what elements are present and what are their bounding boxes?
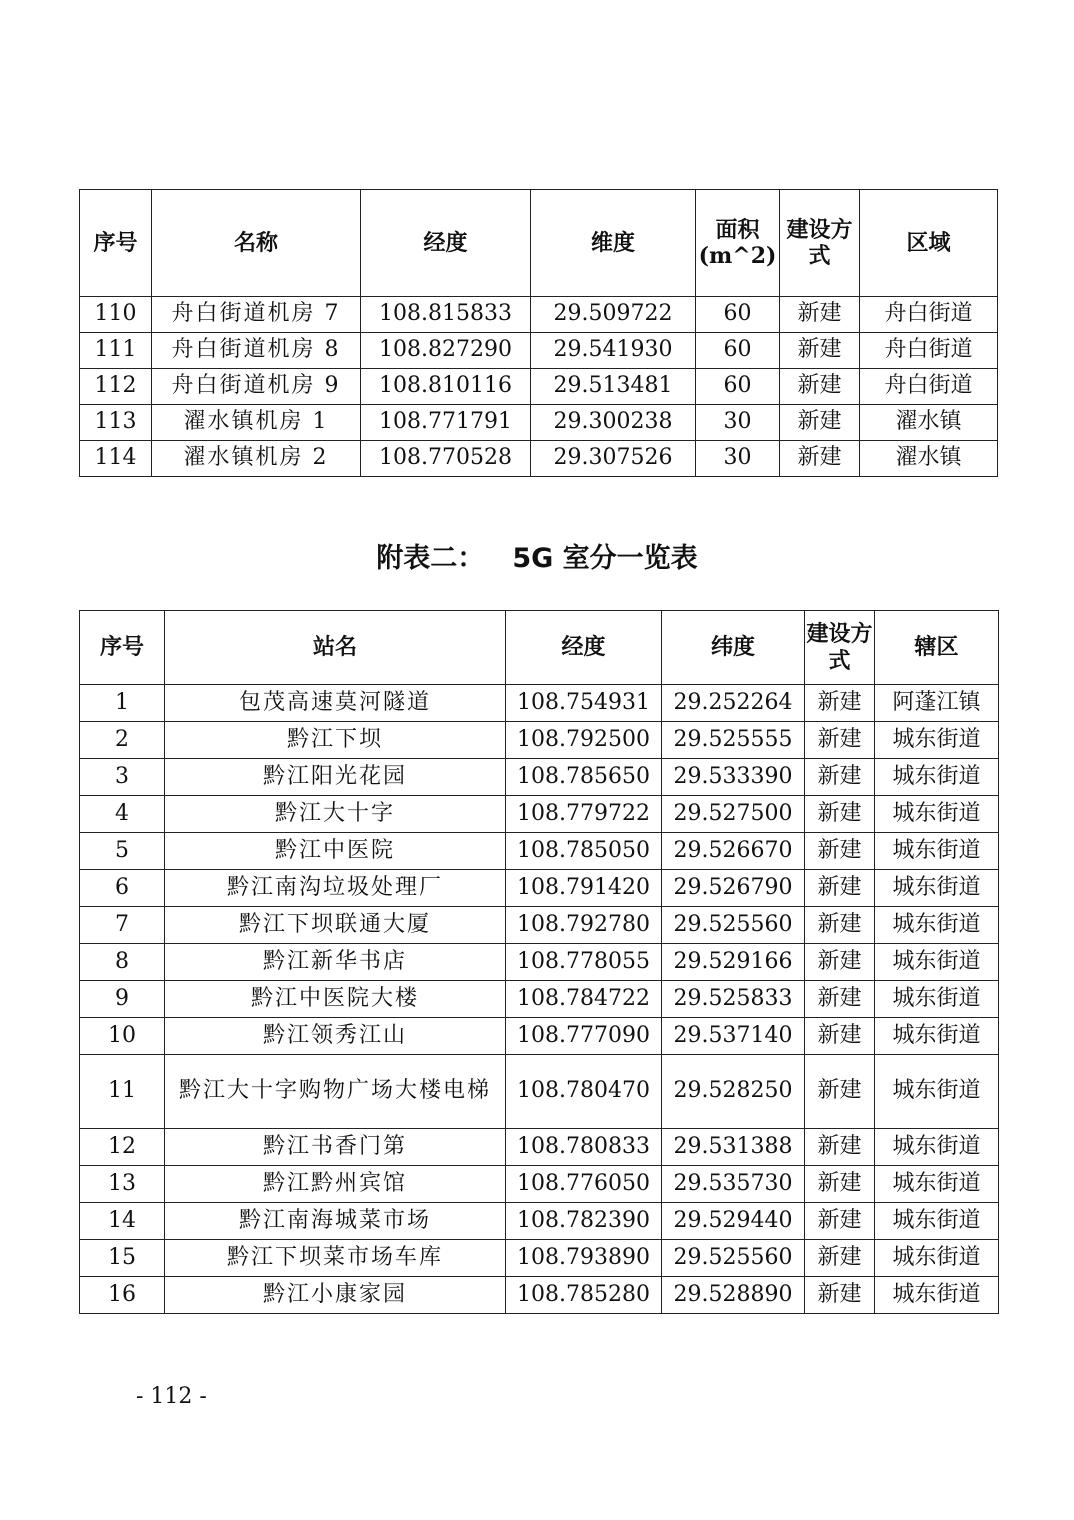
table-row — [80, 1018, 999, 1055]
table-cell: 108.771791 — [361, 405, 531, 441]
station-name: 黔江领秀江山 — [262, 1022, 407, 1048]
table-cell: 新建 — [780, 405, 860, 441]
table-cell: 29.307526 — [531, 441, 696, 477]
table-cell: 新建 — [805, 944, 875, 981]
table-cell: 新建 — [780, 297, 860, 333]
table-header-row — [80, 611, 999, 685]
header-cell: 区域 — [860, 190, 998, 297]
header-cell: 站名 — [165, 611, 506, 685]
table-cell: 29.509722 — [531, 297, 696, 333]
table-cell: 8 — [80, 944, 165, 981]
table-row — [80, 369, 998, 405]
table-cell: 29.541930 — [531, 333, 696, 369]
table-cell — [152, 297, 361, 333]
table-cell: 6 — [80, 870, 165, 907]
table-cell: 29.528890 — [662, 1277, 805, 1314]
table-cell: 108.791420 — [506, 870, 662, 907]
table-cell: 29.526670 — [662, 833, 805, 870]
table-cell: 新建 — [780, 369, 860, 405]
station-name: 濯水镇机房 1 — [183, 409, 329, 435]
table-cell: 108.793890 — [506, 1240, 662, 1277]
table-row — [80, 907, 999, 944]
table-cell — [165, 1166, 506, 1203]
table-cell: 111 — [80, 333, 152, 369]
table-header-row — [80, 190, 998, 297]
header-cell: 经度 — [361, 190, 531, 297]
table-cell: 29.535730 — [662, 1166, 805, 1203]
table-cell: 城东街道 — [875, 1055, 999, 1129]
table-cell: 城东街道 — [875, 907, 999, 944]
table-cell: 新建 — [805, 1018, 875, 1055]
table-cell: 3 — [80, 759, 165, 796]
table-cell: 新建 — [805, 981, 875, 1018]
section-title-prefix: 附表二： — [376, 543, 485, 574]
table-row — [80, 796, 999, 833]
table-cell: 108.785280 — [506, 1277, 662, 1314]
table-row — [80, 1277, 999, 1314]
table-cell: 新建 — [805, 1129, 875, 1166]
table-cell: 108.770528 — [361, 441, 531, 477]
table-cell: 舟白街道 — [860, 297, 998, 333]
table-cell — [165, 1055, 506, 1129]
table-cell: 城东街道 — [875, 944, 999, 981]
table-cell: 阿蓬江镇 — [875, 685, 999, 722]
station-name: 黔江中医院大楼 — [250, 985, 419, 1011]
table-cell: 29.533390 — [662, 759, 805, 796]
header-cell: 建设方式 — [780, 190, 860, 297]
table-cell: 城东街道 — [875, 1018, 999, 1055]
station-name: 濯水镇机房 2 — [183, 445, 329, 471]
table-cell — [165, 1018, 506, 1055]
table-cell — [152, 405, 361, 441]
table-cell — [165, 944, 506, 981]
table-cell: 108.815833 — [361, 297, 531, 333]
table-cell: 113 — [80, 405, 152, 441]
table-cell — [165, 685, 506, 722]
table-cell: 30 — [696, 441, 780, 477]
table-cell — [165, 1203, 506, 1240]
station-name: 黔江中医院 — [274, 837, 395, 863]
table-cell: 城东街道 — [875, 1277, 999, 1314]
station-name: 黔江下坝 — [286, 726, 383, 752]
table-cell: 新建 — [805, 1240, 875, 1277]
table-cell — [152, 333, 361, 369]
station-name: 舟白街道机房 7 — [171, 301, 341, 327]
station-name: 黔江下坝菜市场车库 — [226, 1244, 443, 1270]
table-cell: 108.784722 — [506, 981, 662, 1018]
table-cell: 29.526790 — [662, 870, 805, 907]
table-cell: 濯水镇 — [860, 405, 998, 441]
table-row — [80, 833, 999, 870]
table-row — [80, 944, 999, 981]
table-cell: 新建 — [805, 907, 875, 944]
table-cell: 城东街道 — [875, 1129, 999, 1166]
table-row — [80, 759, 999, 796]
table-cell: 7 — [80, 907, 165, 944]
station-name: 黔江小康家园 — [262, 1281, 407, 1307]
table-row — [80, 981, 999, 1018]
station-name: 黔江阳光花园 — [262, 763, 407, 789]
table-cell: 14 — [80, 1203, 165, 1240]
table-cell: 新建 — [805, 1166, 875, 1203]
station-name: 舟白街道机房 8 — [171, 337, 341, 363]
table-cell: 108.779722 — [506, 796, 662, 833]
table-cell: 1 — [80, 685, 165, 722]
table-row — [80, 1129, 999, 1166]
header-cell: 经度 — [506, 611, 662, 685]
table-cell: 29.525560 — [662, 1240, 805, 1277]
table-cell: 108.810116 — [361, 369, 531, 405]
station-name: 黔江下坝联通大厦 — [238, 911, 431, 937]
table-cell: 29.513481 — [531, 369, 696, 405]
table-row — [80, 870, 999, 907]
table-cell: 12 — [80, 1129, 165, 1166]
table-cell: 29.529166 — [662, 944, 805, 981]
table-cell: 112 — [80, 369, 152, 405]
table-row — [80, 685, 999, 722]
table-cell: 舟白街道 — [860, 333, 998, 369]
table-cell: 新建 — [805, 796, 875, 833]
table-cell — [165, 796, 506, 833]
table-cell: 新建 — [780, 441, 860, 477]
table-cell — [165, 759, 506, 796]
table-cell: 5 — [80, 833, 165, 870]
station-room-table — [79, 189, 998, 477]
table-cell: 新建 — [805, 833, 875, 870]
table-cell: 新建 — [805, 1055, 875, 1129]
table-row — [80, 333, 998, 369]
header-cell: 辖区 — [875, 611, 999, 685]
header-cell: 维度 — [531, 190, 696, 297]
table-cell — [165, 1240, 506, 1277]
table-cell: 108.780833 — [506, 1129, 662, 1166]
station-name: 黔江南沟垃圾处理厂 — [226, 874, 443, 900]
station-name: 舟白街道机房 9 — [171, 373, 341, 399]
table-cell: 108.785650 — [506, 759, 662, 796]
table-cell: 29.252264 — [662, 685, 805, 722]
table-cell — [165, 870, 506, 907]
table-cell: 108.754931 — [506, 685, 662, 722]
table-cell: 4 — [80, 796, 165, 833]
table-cell — [165, 907, 506, 944]
table-cell: 60 — [696, 297, 780, 333]
header-cell: 建设方式 — [805, 611, 875, 685]
indoor-5g-table — [79, 610, 999, 1314]
table-cell — [152, 441, 361, 477]
table-cell: 110 — [80, 297, 152, 333]
table-cell: 29.525560 — [662, 907, 805, 944]
table-cell: 30 — [696, 405, 780, 441]
header-cell: 名称 — [152, 190, 361, 297]
table-cell: 15 — [80, 1240, 165, 1277]
page-number: - 112 - — [136, 1384, 207, 1409]
table-cell: 新建 — [780, 333, 860, 369]
table-cell: 108.792500 — [506, 722, 662, 759]
table-cell: 11 — [80, 1055, 165, 1129]
table-cell: 城东街道 — [875, 981, 999, 1018]
table-cell: 9 — [80, 981, 165, 1018]
table-cell: 城东街道 — [875, 1240, 999, 1277]
table-cell — [165, 833, 506, 870]
table-cell: 16 — [80, 1277, 165, 1314]
table-cell: 108.782390 — [506, 1203, 662, 1240]
station-name: 黔江黔州宾馆 — [262, 1170, 407, 1196]
table-cell: 城东街道 — [875, 1203, 999, 1240]
table-cell — [165, 722, 506, 759]
table-cell: 新建 — [805, 685, 875, 722]
table-cell: 2 — [80, 722, 165, 759]
table-cell: 新建 — [805, 870, 875, 907]
table-cell: 29.531388 — [662, 1129, 805, 1166]
table-cell: 29.300238 — [531, 405, 696, 441]
table-cell: 60 — [696, 369, 780, 405]
table-cell: 108.780470 — [506, 1055, 662, 1129]
table-cell: 新建 — [805, 722, 875, 759]
table-cell: 114 — [80, 441, 152, 477]
table-cell: 新建 — [805, 1277, 875, 1314]
header-cell: 纬度 — [662, 611, 805, 685]
table-row — [80, 1203, 999, 1240]
table-cell: 108.776050 — [506, 1166, 662, 1203]
station-name: 黔江南海城菜市场 — [238, 1207, 431, 1233]
table-cell: 城东街道 — [875, 833, 999, 870]
table-cell: 13 — [80, 1166, 165, 1203]
table-cell: 60 — [696, 333, 780, 369]
table-row — [80, 441, 998, 477]
table-row — [80, 297, 998, 333]
table-cell: 濯水镇 — [860, 441, 998, 477]
table-cell: 29.529440 — [662, 1203, 805, 1240]
table-cell — [165, 1129, 506, 1166]
table-cell: 10 — [80, 1018, 165, 1055]
table-row — [80, 1166, 999, 1203]
table-cell: 舟白街道 — [860, 369, 998, 405]
table-row — [80, 1240, 999, 1277]
table-cell — [165, 981, 506, 1018]
table-cell: 城东街道 — [875, 759, 999, 796]
section-title — [0, 536, 1074, 575]
table-cell: 108.785050 — [506, 833, 662, 870]
table-row — [80, 1055, 999, 1129]
table-cell: 108.792780 — [506, 907, 662, 944]
table-cell: 29.537140 — [662, 1018, 805, 1055]
table-cell: 城东街道 — [875, 796, 999, 833]
station-name: 黔江大十字购物广场大楼电梯 — [179, 1078, 492, 1104]
station-name: 包茂高速莫河隧道 — [238, 689, 431, 715]
table-cell: 29.528250 — [662, 1055, 805, 1129]
table-row — [80, 722, 999, 759]
table-cell: 城东街道 — [875, 722, 999, 759]
table-cell — [152, 369, 361, 405]
table-cell: 29.525833 — [662, 981, 805, 1018]
table-cell: 城东街道 — [875, 870, 999, 907]
table-cell: 108.778055 — [506, 944, 662, 981]
table-row — [80, 405, 998, 441]
station-name: 黔江新华书店 — [262, 948, 407, 974]
table-cell: 108.777090 — [506, 1018, 662, 1055]
header-cell: 面积(m^2) — [696, 190, 780, 297]
header-cell: 序号 — [80, 190, 152, 297]
station-name: 黔江书香门第 — [262, 1133, 407, 1159]
table-cell: 108.827290 — [361, 333, 531, 369]
table-cell — [165, 1277, 506, 1314]
table-cell: 新建 — [805, 1203, 875, 1240]
table-cell: 城东街道 — [875, 1166, 999, 1203]
section-title-text: 5G 室分一览表 — [512, 543, 698, 574]
table-cell: 29.527500 — [662, 796, 805, 833]
station-name: 黔江大十字 — [274, 800, 395, 826]
table-cell: 29.525555 — [662, 722, 805, 759]
header-cell: 序号 — [80, 611, 165, 685]
table-cell: 新建 — [805, 759, 875, 796]
